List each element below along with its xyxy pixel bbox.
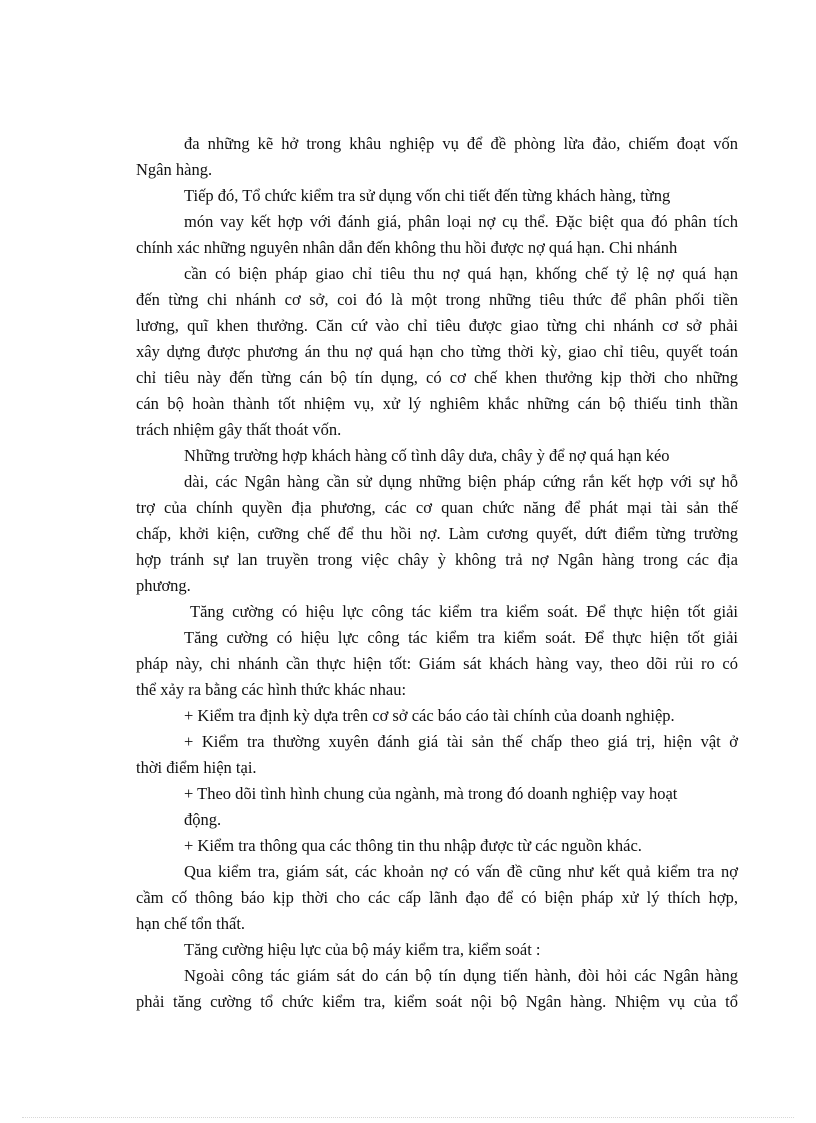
text-line: + Kiểm tra thông qua các thông tin thu nhập được từ các nguồn khác. xyxy=(184,836,642,855)
page-bottom-divider xyxy=(22,1117,794,1118)
text-line: đa những kẽ hở trong khâu nghiệp vụ để đề phòng lừa đảo, chiếm đoạt vốn xyxy=(184,134,738,153)
text-line: thời điểm hiện tại. xyxy=(136,758,257,777)
text-line: Tiếp đó, Tổ chức kiểm tra sử dụng vốn chi tiết đến từng khách hàng, từng xyxy=(184,186,671,205)
text-line: phải tăng cường tổ chức kiểm tra, kiểm soát nội bộ Ngân hàng. Nhiệm vụ của tổ xyxy=(136,992,738,1011)
text-line: trách nhiệm gây thất thoát vốn. xyxy=(136,420,342,439)
text-line: Qua kiểm tra, giám sát, các khoản nợ có vấn đề cũng như kết quả kiểm tra nợ xyxy=(184,862,738,881)
text-line: động. xyxy=(184,810,222,829)
text-line: Tăng cường có hiệu lực công tác kiểm tra kiểm soát. Để thực hiện tốt giải xyxy=(184,628,738,647)
text-line: món vay kết hợp với đánh giá, phân loại nợ cụ thể. Đặc biệt qua đó phân tích xyxy=(184,212,738,231)
text-line: dài, các Ngân hàng cần sử dụng những biện pháp cứng rắn kết hợp với sự hỗ xyxy=(184,472,738,491)
text-line: xây dựng được phương án thu nợ quá hạn cho từng thời kỳ, giao chỉ tiêu, quyết toán xyxy=(136,342,738,361)
text-line: cán bộ hoàn thành tốt nhiệm vụ, xử lý nghiêm khắc những cán bộ thiếu tinh thần xyxy=(136,394,738,413)
text-line: pháp này, chi nhánh cần thực hiện tốt: Giám sát khách hàng vay, theo dõi rủi ro có xyxy=(136,654,738,673)
text-line: Tăng cường hiệu lực của bộ máy kiểm tra, kiểm soát : xyxy=(184,940,541,959)
text-line: Ngân hàng. xyxy=(136,160,213,179)
text-line: lương, quĩ khen thưởng. Căn cứ vào chỉ tiêu được giao từng chi nhánh cơ sở phải xyxy=(136,316,738,335)
text-line: Tăng cường có hiệu lực công tác kiểm tra kiểm soát. Để thực hiện tốt giải xyxy=(190,602,738,621)
text-line: + Theo dõi tình hình chung của ngành, mà trong đó doanh nghiệp vay hoạt xyxy=(184,784,678,803)
text-line: chỉ tiêu này đến từng cán bộ tín dụng, có cơ chế khen thưởng kịp thời cho những xyxy=(136,368,738,387)
text-line: cầm cố thông báo kịp thời cho các cấp lãnh đạo để có biện pháp xử lý thích hợp, xyxy=(136,888,738,907)
text-line: đến từng chi nhánh cơ sở, coi đó là một trong những tiêu thức để phân phối tiền xyxy=(136,290,738,309)
text-line: cần có biện pháp giao chỉ tiêu thu nợ quá hạn, khống chế tỷ lệ nợ quá hạn xyxy=(184,264,738,283)
text-line: thể xảy ra bằng các hình thức khác nhau: xyxy=(136,680,407,699)
text-line: chấp, khởi kiện, cưỡng chế để thu hồi nợ. Làm cương quyết, dứt điểm từng trường xyxy=(136,524,738,543)
text-line: chính xác những nguyên nhân dẫn đến không thu hồi được nợ quá hạn. Chi nhánh xyxy=(136,238,678,257)
text-line: + Kiểm tra thường xuyên đánh giá tài sản thế chấp theo giá trị, hiện vật ở xyxy=(184,732,738,751)
text-line: hợp tránh sự lan truyền trong việc chây ỳ không trả nợ Ngân hàng trong các địa xyxy=(136,550,738,569)
text-line: Ngoài công tác giám sát do cán bộ tín dụng tiến hành, đòi hỏi các Ngân hàng xyxy=(184,966,738,985)
text-line: Những trường hợp khách hàng cố tình dây dưa, chây ỳ để nợ quá hạn kéo xyxy=(184,446,670,465)
text-line: phương. xyxy=(136,576,191,595)
text-line: trợ của chính quyền địa phương, các cơ quan chức năng để phát mại tài sản thế xyxy=(136,498,738,517)
text-line: + Kiểm tra định kỳ dựa trên cơ sở các báo cáo tài chính của doanh nghiệp. xyxy=(184,706,675,725)
text-line: hạn chế tổn thất. xyxy=(136,914,246,933)
